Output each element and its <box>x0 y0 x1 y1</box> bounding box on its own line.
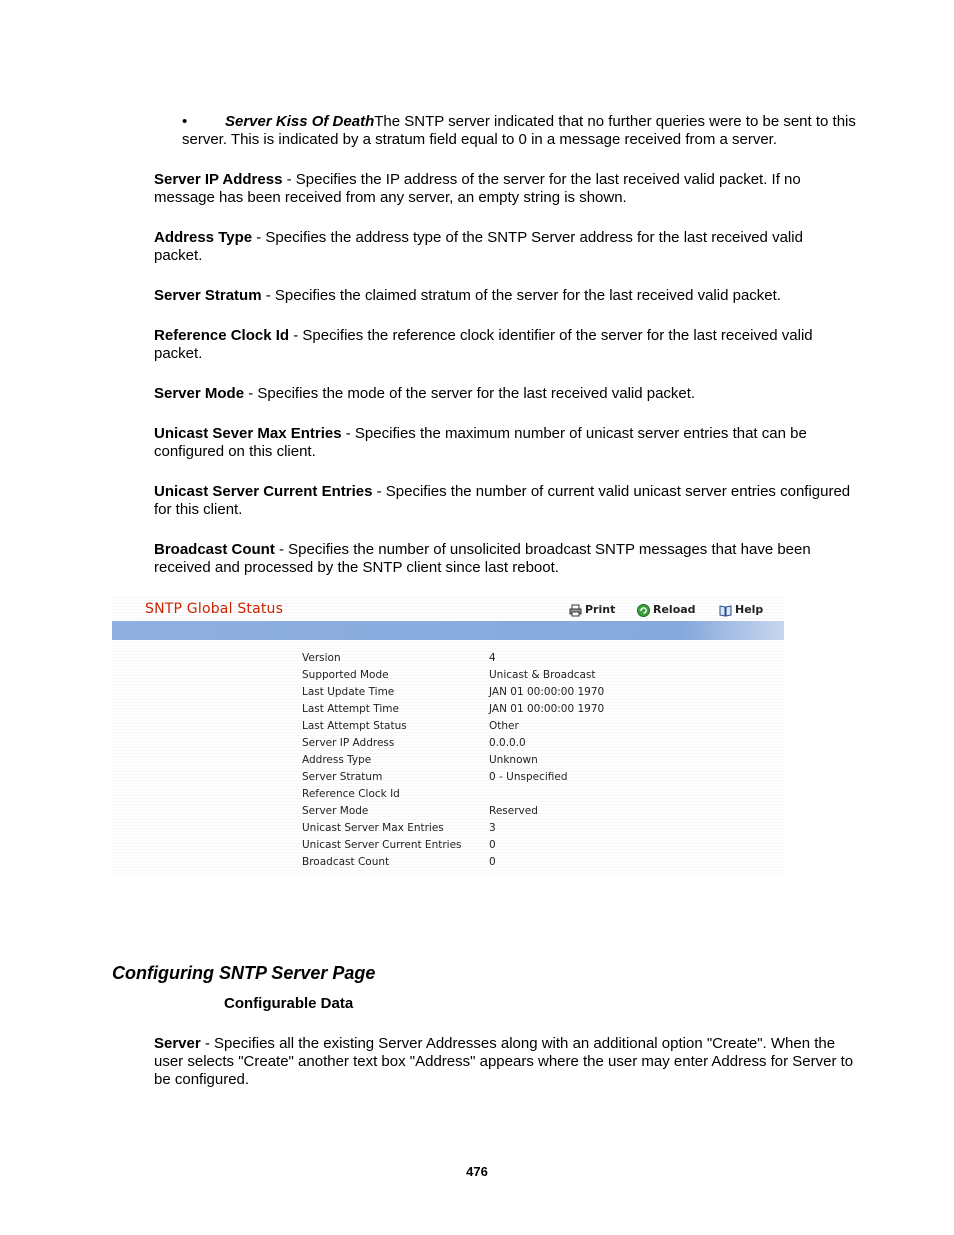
section-title: Configuring SNTP Server Page <box>112 963 376 983</box>
table-row <box>302 752 689 769</box>
table-row <box>302 735 689 752</box>
table-row <box>302 650 689 667</box>
row-value: Unknown <box>489 754 538 766</box>
table-row <box>302 803 689 820</box>
table-row <box>302 718 689 735</box>
row-value: 0.0.0.0 <box>489 737 526 749</box>
row-label: Broadcast Count <box>302 856 390 868</box>
row-label: Unicast Server Current Entries <box>302 839 462 851</box>
row-label: Reference Clock Id <box>302 788 400 800</box>
table-row <box>302 786 689 803</box>
definition-server <box>154 1035 859 1089</box>
definition-text: - Specifies the address type of the SNTP Server address for the last received valid packet. <box>154 229 803 264</box>
table-row <box>302 701 689 718</box>
definition-unicast-current-entries <box>154 483 854 519</box>
definition-text: - Specifies the maximum number of unicast server entries that can be configured on this client. <box>154 425 807 460</box>
table-row <box>302 684 689 701</box>
help-label: Help <box>735 603 764 616</box>
printer-icon <box>569 604 582 617</box>
definition-server-stratum <box>154 287 854 305</box>
definition-term: Server <box>154 1035 201 1052</box>
bullet-description: The SNTP server indicated that no further queries were to be sent to this server. This is indicated by a stratum field equal to 0 in a message received from a server. <box>182 113 856 148</box>
panel-header-bar <box>112 621 784 640</box>
table-row <box>302 667 689 684</box>
kiss-of-death-bullet <box>182 113 862 149</box>
row-label: Supported Mode <box>302 669 389 681</box>
definition-text: - Specifies the reference clock identifier of the server for the last received valid packet. <box>154 327 813 362</box>
row-value: Reserved <box>489 805 538 817</box>
book-icon <box>719 604 732 617</box>
reload-label: Reload <box>653 603 696 616</box>
definition-text: - Specifies the mode of the server for the last received valid packet. <box>244 385 696 402</box>
row-value <box>489 786 689 803</box>
page-number: 476 <box>466 1164 488 1179</box>
table-row <box>302 837 689 854</box>
table-row <box>302 854 689 871</box>
row-label: Server Mode <box>302 805 369 817</box>
row-value: JAN 01 00:00:00 1970 <box>489 686 605 698</box>
definition-text: - Specifies the claimed stratum of the server for the last received valid packet. <box>261 287 781 304</box>
definition-broadcast-count <box>154 541 854 577</box>
definition-term: Broadcast Count <box>154 541 275 558</box>
definition-text: - Specifies the number of current valid unicast server entries configured for this client. <box>154 483 851 518</box>
status-table <box>302 650 689 871</box>
print-label: Print <box>585 603 616 616</box>
definition-term: Server Mode <box>154 385 245 402</box>
definition-unicast-max-entries <box>154 425 854 461</box>
row-value: 3 <box>489 822 496 834</box>
row-value: 0 <box>489 856 496 868</box>
row-label: Server IP Address <box>302 737 395 749</box>
help-button[interactable] <box>719 601 763 619</box>
row-value: JAN 01 00:00:00 1970 <box>489 703 605 715</box>
panel-title: SNTP Global Status <box>145 601 284 617</box>
definition-term: Address Type <box>154 229 253 246</box>
row-label: Last Attempt Status <box>302 720 407 732</box>
definition-text: - Specifies the number of unsolicited broadcast SNTP messages that have been received and processed by the SNTP client since last reboot. <box>154 541 811 576</box>
row-value: 0 <box>489 839 496 851</box>
row-value: 4 <box>489 652 496 664</box>
definition-server-mode <box>154 385 854 403</box>
row-label: Address Type <box>302 754 372 766</box>
print-button[interactable] <box>569 601 615 619</box>
definition-text: - Specifies all the existing Server Addresses along with an additional option "Create". When the user selects "Create" another text box "Address" appears where the user may enter Address for Server to be configured. <box>154 1035 854 1088</box>
table-row <box>302 769 689 786</box>
definition-text: - Specifies the IP address of the server for the last received valid packet. If no message has been received from any server, an empty string is shown. <box>154 171 801 206</box>
definition-term: Unicast Sever Max Entries <box>154 425 342 442</box>
definition-term: Unicast Server Current Entries <box>154 483 373 500</box>
row-label: Last Attempt Time <box>302 703 399 715</box>
definition-term: Reference Clock Id <box>154 327 290 344</box>
definition-term: Server IP Address <box>154 171 283 188</box>
row-label: Last Update Time <box>302 686 395 698</box>
bullet-symbol: • <box>182 113 188 130</box>
row-value: 0 - Unspecified <box>489 771 568 783</box>
reload-button[interactable] <box>637 601 696 619</box>
row-label: Server Stratum <box>302 771 383 783</box>
definition-list <box>154 171 854 599</box>
row-value: Other <box>489 720 519 732</box>
bullet-term: Server Kiss Of Death <box>225 113 375 130</box>
row-value: Unicast & Broadcast <box>489 669 596 681</box>
definition-server-ip-address <box>154 171 854 207</box>
sntp-global-status-panel <box>112 597 784 874</box>
configurable-data-heading: Configurable Data <box>224 995 354 1012</box>
bullet-text <box>182 113 862 149</box>
table-row <box>302 820 689 837</box>
definition-reference-clock-id <box>154 327 854 363</box>
row-label: Unicast Server Max Entries <box>302 822 444 834</box>
definition-term: Server Stratum <box>154 287 262 304</box>
row-label: Version <box>302 652 341 664</box>
reload-icon <box>637 604 650 617</box>
definition-address-type <box>154 229 854 265</box>
